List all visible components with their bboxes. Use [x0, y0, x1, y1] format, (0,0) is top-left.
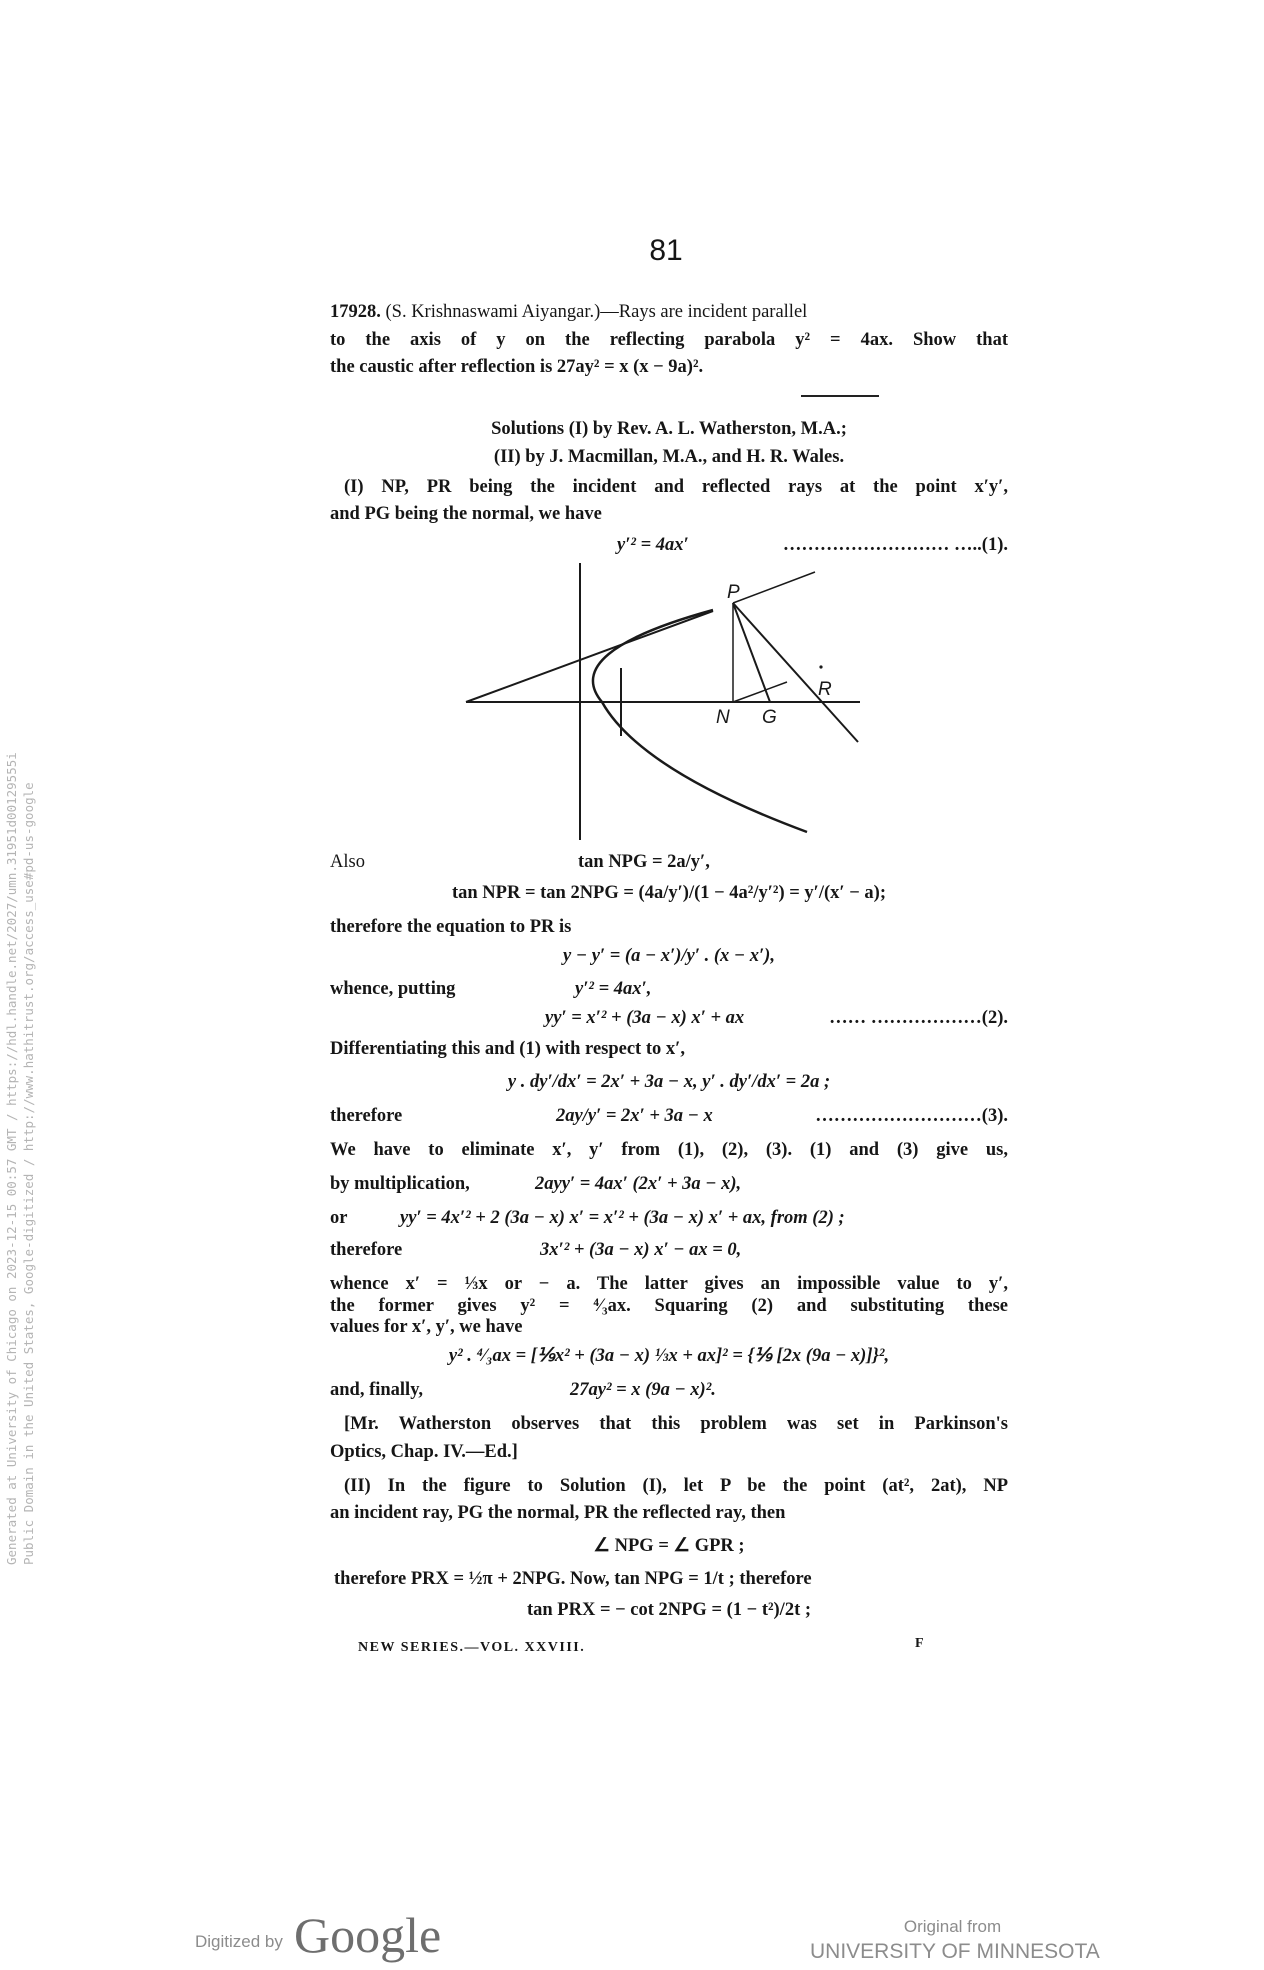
question-number: 17928. — [330, 302, 381, 322]
equation: ∠ NPG = ∠ GPR ; — [593, 1536, 745, 1556]
text-line: and PG being the normal, we have — [330, 504, 602, 524]
equation: tan PRX = − cot 2NPG = (1 − t²)/2t ; — [526, 1600, 812, 1620]
label: or — [330, 1208, 348, 1228]
label: whence, putting — [330, 979, 456, 999]
incident-ray — [733, 572, 815, 603]
watermark-line: Generated at University of Chicago on 2023-12-15 00:57 GMT / https://hdl.handle.net/2027/umn.31951d00129555i — [4, 752, 19, 1565]
page-number: 81 — [649, 234, 683, 267]
equation: tan NPR = tan 2NPG = (4a/y′)/(1 − 4a²/y′²) = y′/(x′ − a); — [451, 883, 887, 903]
equation: tan NPG = 2a/y′, — [578, 852, 710, 872]
equation-2 — [330, 1006, 1008, 1030]
normal-pg — [733, 603, 770, 702]
mult-line — [330, 1172, 1008, 1196]
equation: 2ayy′ = 4ax′ (2x′ + 3a − x), — [535, 1174, 742, 1194]
equation-number: …… ………………(2). — [829, 1008, 1008, 1028]
text-line: (I) NP, PR being the incident and reflected rays at the point x′y′, — [344, 477, 1008, 497]
text-line: the former gives y² = ⁴⁄₃ax. Squaring (2) and substituting these — [330, 1296, 1008, 1316]
label-g: G — [762, 707, 777, 728]
equation: yy′ = x′² + (3a − x) x′ + ax — [545, 1008, 745, 1028]
text-line: an incident ray, PG the normal, PR the reflected ray, then — [330, 1503, 786, 1523]
equation: 27ay² = x (9a − x)². — [570, 1380, 716, 1400]
original-from-label: Original from — [903, 1917, 1002, 1936]
question-text: —Rays are incident parallel — [600, 302, 808, 322]
reflected-ray-pr — [733, 603, 858, 742]
text-line: whence x′ = ⅓x or − a. The latter gives an impossible value to y′, — [330, 1274, 1008, 1294]
equation: 3x′² + (3a − x) x′ − ax = 0, — [540, 1240, 742, 1260]
text-line: Differentiating this and (1) with respect to x′, — [330, 1039, 685, 1059]
label-n: N — [716, 707, 730, 728]
series-footer: NEW SERIES.—VOL. XXVIII. — [358, 1640, 586, 1655]
label: Also — [330, 852, 365, 872]
equation-3 — [330, 1104, 1008, 1128]
text-line: therefore the equation to PR is — [330, 917, 572, 937]
label: therefore — [330, 1106, 403, 1126]
tangent-line — [466, 611, 713, 702]
equation: yy′ = 4x′² + 2 (3a − x) x′ = x′² + (3a − x) x′ + ax, from (2) ; — [400, 1208, 845, 1228]
text-line: therefore PRX = ½π + 2NPG. Now, tan NPG = 1/t ; therefore — [334, 1569, 812, 1589]
also-line — [330, 850, 1008, 874]
equation: y − y′ = (a − x′)/y′ . (x − x′), — [563, 946, 775, 966]
putting-line — [330, 977, 1008, 1001]
watermark-line: Public Domain in the United States, Google-digitized / http://www.hathitrust.org/access_use#pd-us-google — [21, 782, 36, 1565]
equation: y² . ⁴⁄₃ax = [⅑x² + (3a − x) ⅓x + ax]² = {⅑ [2x (9a − x)]}², — [448, 1346, 890, 1366]
text-line: (II) In the figure to Solution (I), let P be the point (at², 2at), NP — [344, 1476, 1008, 1496]
equation-number: ………………………(3). — [815, 1106, 1008, 1126]
watermark — [3, 752, 37, 1565]
editor-note: [Mr. Watherston observes that this problem was set in Parkinson's — [344, 1414, 1008, 1434]
equation: y′² = 4ax′ — [617, 535, 689, 555]
question-line-2: to the axis of y on the reflecting parabola y² = 4ax. Show that — [330, 330, 1008, 350]
solutions-heading-1: Solutions (I) by Rev. A. L. Watherston, M.A.; — [491, 419, 847, 439]
label: therefore — [330, 1240, 403, 1260]
final-line — [330, 1378, 1008, 1402]
or-line — [330, 1206, 1008, 1230]
digitized-by-label: Digitized by — [195, 1932, 283, 1951]
solutions-heading-2: (II) by J. Macmillan, M.A., and H. R. Wales. — [493, 447, 845, 467]
equation: y′² = 4ax′, — [575, 979, 652, 999]
equation: y . dy′/dx′ = 2x′ + 3a − x, y′ . dy′/dx′ = 2a ; — [507, 1072, 831, 1092]
equation-number: ……………………… …..(1). — [782, 535, 1008, 555]
label-r: R — [818, 679, 832, 700]
institution-label: UNIVERSITY OF MINNESOTA — [810, 1940, 1100, 1963]
label: and, finally, — [330, 1380, 424, 1400]
text-line: We have to eliminate x′, y′ from (1), (2), (3). (1) and (3) give us, — [330, 1140, 1008, 1160]
quad-line — [330, 1238, 1008, 1262]
signature-mark: F — [915, 1636, 924, 1651]
google-logo: Google — [294, 1907, 442, 1963]
text-line: values for x′, y′, we have — [330, 1317, 523, 1337]
editor-note: Optics, Chap. IV.—Ed.] — [330, 1442, 518, 1462]
question-author: (S. Krishnaswami Aiyangar.) — [385, 302, 601, 322]
dot-mark — [819, 665, 822, 668]
equation: 2ay/y′ = 2x′ + 3a − x — [556, 1106, 713, 1126]
question-line-3: the caustic after reflection is 27ay² = x (x − 9a)². — [330, 357, 704, 377]
line-n — [733, 682, 787, 702]
label-p: P — [727, 582, 740, 603]
parabola-figure — [0, 0, 1264, 900]
label: by multiplication, — [330, 1174, 470, 1194]
